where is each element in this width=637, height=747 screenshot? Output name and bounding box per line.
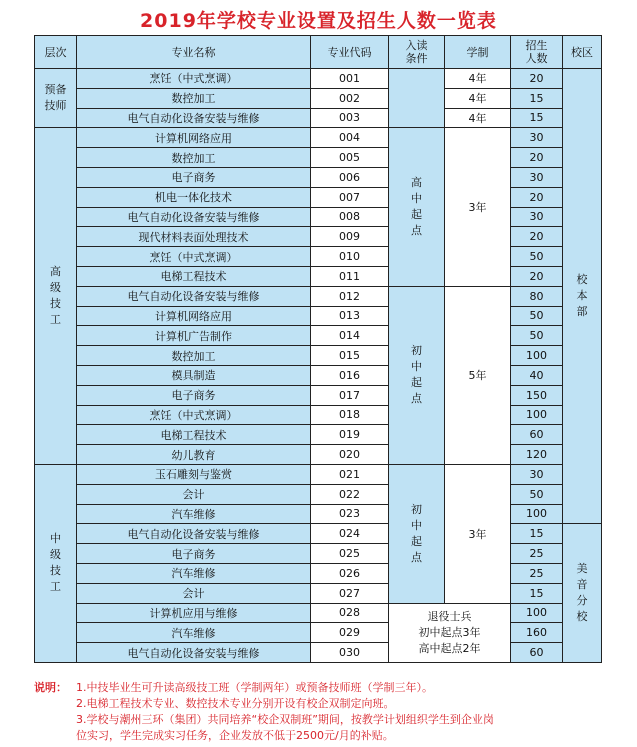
count-cell: 50	[511, 247, 563, 267]
count-cell: 30	[511, 207, 563, 227]
code-cell: 019	[311, 425, 389, 445]
major-cell: 数控加工	[77, 346, 311, 366]
code-cell: 005	[311, 148, 389, 168]
code-cell: 015	[311, 346, 389, 366]
table-row	[35, 247, 602, 267]
code-cell: 025	[311, 544, 389, 564]
major-cell: 汽车维修	[77, 504, 311, 524]
table-row	[35, 405, 602, 425]
major-cell: 数控加工	[77, 88, 311, 108]
code-cell: 011	[311, 266, 389, 286]
table-row	[35, 365, 602, 385]
count-cell: 150	[511, 385, 563, 405]
table-row	[35, 128, 602, 148]
major-cell: 会计	[77, 583, 311, 603]
code-cell: 028	[311, 603, 389, 623]
count-cell: 60	[511, 643, 563, 663]
duration-cell: 4年	[445, 108, 511, 128]
notes-label: 说明：	[34, 681, 67, 694]
major-cell: 机电一体化技术	[77, 187, 311, 207]
code-cell: 027	[311, 583, 389, 603]
count-cell: 20	[511, 266, 563, 286]
level-cell: 高 级 技 工	[35, 128, 77, 465]
campus-cell: 美 音 分 校	[563, 524, 602, 663]
major-cell: 计算机网络应用	[77, 306, 311, 326]
entry-veteran-cell: 退役士兵 初中起点3年 高中起点2年	[389, 603, 511, 662]
table-row	[35, 524, 602, 544]
duration-cell: 4年	[445, 69, 511, 89]
code-cell: 012	[311, 286, 389, 306]
code-cell: 004	[311, 128, 389, 148]
major-cell: 烹饪（中式烹调）	[77, 69, 311, 89]
major-cell: 电气自动化设备安装与维修	[77, 524, 311, 544]
count-cell: 50	[511, 326, 563, 346]
major-cell: 汽车维修	[77, 563, 311, 583]
count-cell: 80	[511, 286, 563, 306]
code-cell: 018	[311, 405, 389, 425]
count-cell: 15	[511, 108, 563, 128]
table-row	[35, 207, 602, 227]
table-row	[35, 69, 602, 89]
note-item: 位实习，学生完成实习任务，企业发放不低于2500元/月的补贴。	[76, 729, 394, 742]
note-item: 3.学校与潮州三环（集团）共同培养“校企双制班”期间，按教学计划组织学生到企业岗	[76, 713, 494, 726]
enrollment-table	[34, 35, 602, 663]
major-cell: 幼儿教育	[77, 445, 311, 465]
header-count: 招生 人数	[511, 36, 563, 69]
code-cell: 014	[311, 326, 389, 346]
page-title: 2019年学校专业设置及招生人数一览表	[140, 10, 497, 32]
code-cell: 013	[311, 306, 389, 326]
count-cell: 30	[511, 167, 563, 187]
table-row	[35, 227, 602, 247]
major-cell: 电梯工程技术	[77, 266, 311, 286]
code-cell: 021	[311, 464, 389, 484]
major-cell: 烹饪（中式烹调）	[77, 247, 311, 267]
entry-cell	[389, 69, 445, 128]
entry-cell: 高 中 起 点	[389, 128, 445, 286]
header-campus: 校区	[563, 36, 602, 69]
count-cell: 15	[511, 524, 563, 544]
table-row	[35, 504, 602, 524]
code-cell: 008	[311, 207, 389, 227]
count-cell: 120	[511, 445, 563, 465]
table-row	[35, 167, 602, 187]
table-row	[35, 108, 602, 128]
code-cell: 023	[311, 504, 389, 524]
major-cell: 汽车维修	[77, 623, 311, 643]
code-cell: 016	[311, 365, 389, 385]
table-row	[35, 445, 602, 465]
code-cell: 024	[311, 524, 389, 544]
count-cell: 30	[511, 464, 563, 484]
duration-cell: 3年	[445, 128, 511, 286]
count-cell: 25	[511, 544, 563, 564]
duration-cell: 4年	[445, 88, 511, 108]
table-row	[35, 326, 602, 346]
level-cell: 预备 技师	[35, 69, 77, 128]
header-code: 专业代码	[311, 36, 389, 69]
code-cell: 026	[311, 563, 389, 583]
count-cell: 20	[511, 227, 563, 247]
code-cell: 030	[311, 643, 389, 663]
major-cell: 玉石雕刻与鉴赏	[77, 464, 311, 484]
major-cell: 电气自动化设备安装与维修	[77, 286, 311, 306]
code-cell: 001	[311, 69, 389, 89]
entry-cell: 初 中 起 点	[389, 464, 445, 603]
major-cell: 计算机网络应用	[77, 128, 311, 148]
count-cell: 20	[511, 187, 563, 207]
major-cell: 计算机广告制作	[77, 326, 311, 346]
code-cell: 002	[311, 88, 389, 108]
table-row	[35, 346, 602, 366]
table-row	[35, 266, 602, 286]
header-level: 层次	[35, 36, 77, 69]
count-cell: 100	[511, 504, 563, 524]
level-cell: 中 级 技 工	[35, 464, 77, 662]
count-cell: 40	[511, 365, 563, 385]
note-item: 1.中技毕业生可升读高级技工班（学制两年）或预备技师班（学制三年）。	[76, 681, 433, 694]
code-cell: 007	[311, 187, 389, 207]
code-cell: 010	[311, 247, 389, 267]
header-entry: 入读 条件	[389, 36, 445, 69]
count-cell: 50	[511, 484, 563, 504]
header-major: 专业名称	[77, 36, 311, 69]
major-cell: 数控加工	[77, 148, 311, 168]
count-cell: 50	[511, 306, 563, 326]
code-cell: 022	[311, 484, 389, 504]
count-cell: 100	[511, 603, 563, 623]
table-row	[35, 623, 602, 643]
table-header-row	[35, 36, 602, 69]
code-cell: 009	[311, 227, 389, 247]
table-row	[35, 484, 602, 504]
major-cell: 电子商务	[77, 385, 311, 405]
count-cell: 30	[511, 128, 563, 148]
major-cell: 电梯工程技术	[77, 425, 311, 445]
note-item: 2.电梯工程技术专业、数控技术专业分别开设有校企双制定向班。	[76, 697, 395, 710]
duration-cell: 5年	[445, 286, 511, 464]
table-row	[35, 88, 602, 108]
code-cell: 003	[311, 108, 389, 128]
major-cell: 模具制造	[77, 365, 311, 385]
table-row	[35, 563, 602, 583]
table-row	[35, 286, 602, 306]
count-cell: 60	[511, 425, 563, 445]
table-row	[35, 306, 602, 326]
table-row	[35, 643, 602, 663]
campus-cell: 校 本 部	[563, 69, 602, 524]
count-cell: 20	[511, 69, 563, 89]
code-cell: 017	[311, 385, 389, 405]
count-cell: 20	[511, 148, 563, 168]
major-cell: 电子商务	[77, 544, 311, 564]
table-row	[35, 544, 602, 564]
table-row	[35, 464, 602, 484]
table-row	[35, 385, 602, 405]
major-cell: 现代材料表面处理技术	[77, 227, 311, 247]
code-cell: 006	[311, 167, 389, 187]
major-cell: 电子商务	[77, 167, 311, 187]
count-cell: 25	[511, 563, 563, 583]
count-cell: 15	[511, 583, 563, 603]
table-row	[35, 583, 602, 603]
major-cell: 计算机应用与维修	[77, 603, 311, 623]
table-row	[35, 425, 602, 445]
table-row	[35, 148, 602, 168]
code-cell: 020	[311, 445, 389, 465]
count-cell: 100	[511, 346, 563, 366]
count-cell: 100	[511, 405, 563, 425]
major-cell: 会计	[77, 484, 311, 504]
duration-cell: 3年	[445, 464, 511, 603]
entry-cell: 初 中 起 点	[389, 286, 445, 464]
major-cell: 烹饪（中式烹调）	[77, 405, 311, 425]
count-cell: 15	[511, 88, 563, 108]
table-row	[35, 187, 602, 207]
count-cell: 160	[511, 623, 563, 643]
code-cell: 029	[311, 623, 389, 643]
table-row	[35, 603, 602, 623]
header-duration: 学制	[445, 36, 511, 69]
major-cell: 电气自动化设备安装与维修	[77, 643, 311, 663]
major-cell: 电气自动化设备安装与维修	[77, 108, 311, 128]
major-cell: 电气自动化设备安装与维修	[77, 207, 311, 227]
